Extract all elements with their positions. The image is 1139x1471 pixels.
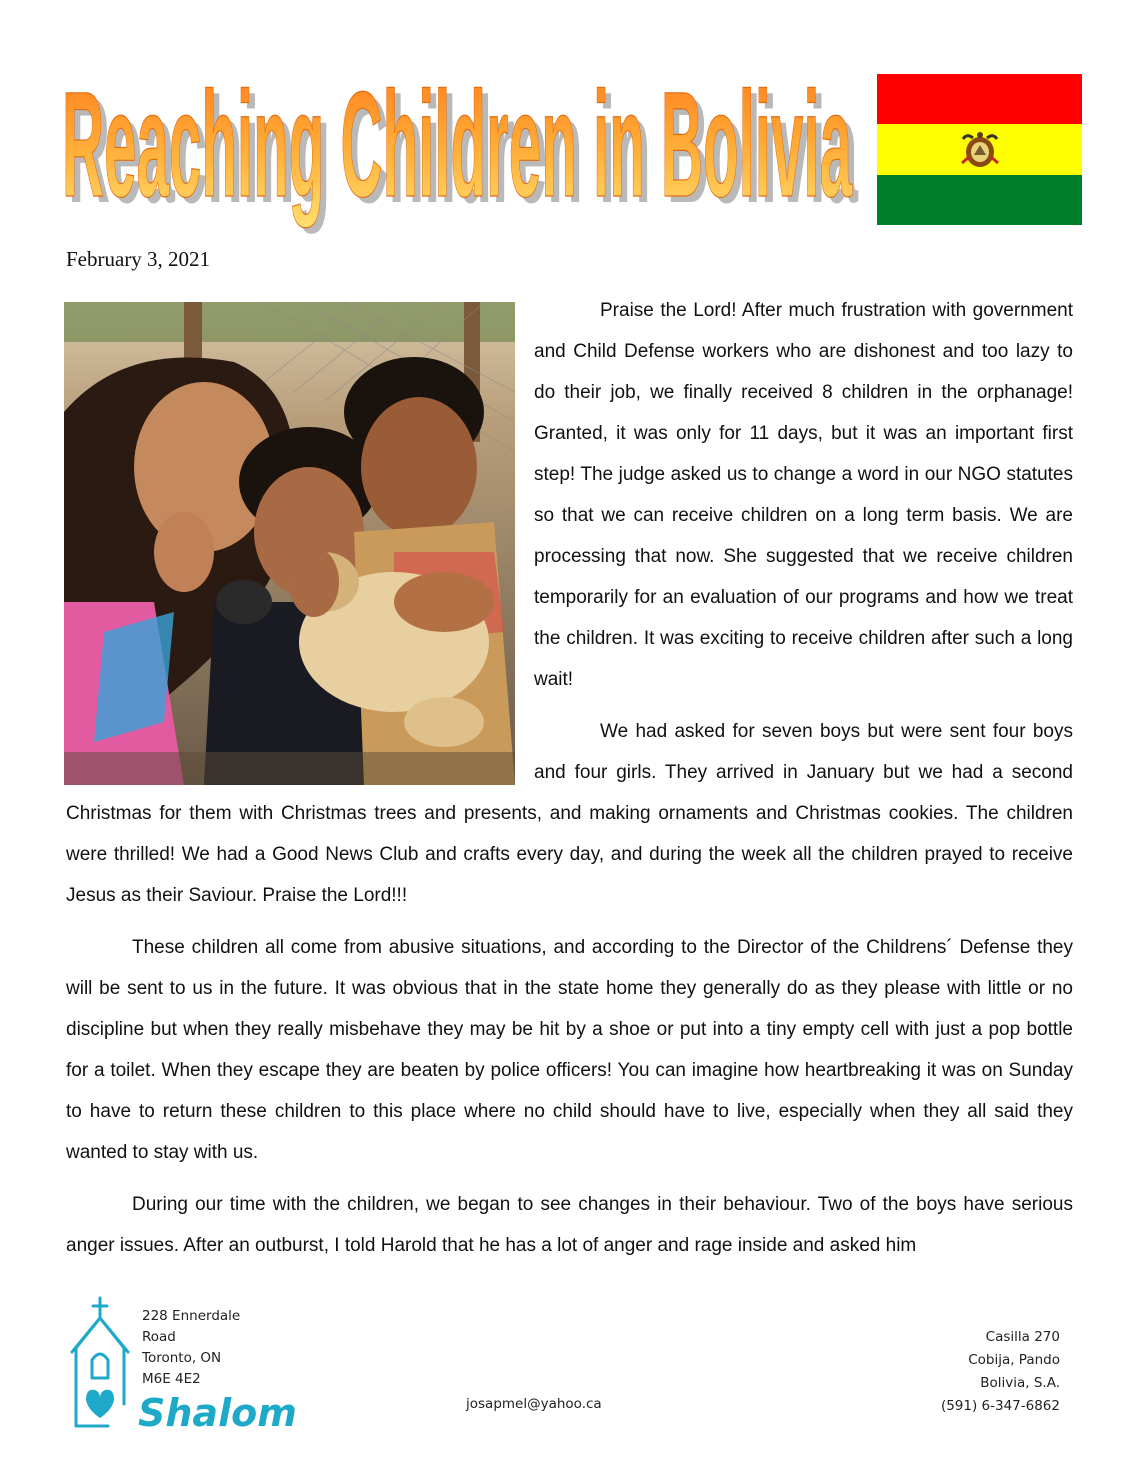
title-text: Reaching Children in Bolivia [62,60,853,228]
toronto-address [142,1306,240,1390]
paragraph: These children all come from abusive situations, and according to the Director of the Childrens´ Defense they will be sent to us in the future. It was obvious that in the state home they generally do as they please with little or no discipline but when they really misbehave they may be hit by a shoe or put into a tiny empty cell with just a pop bottle for a toilet. When they escape they are beaten by police officers! You can imagine how heartbreaking it was on Sunday to have to return these children to this place where no child should have to live, especially when they all said they wanted to stay with us. [66,937,1073,1163]
title-wordart [62,58,862,234]
flag-stripe-green [877,175,1082,225]
title-shadow: Reaching Children in Bolivia [68,66,859,234]
address-line: Road [142,1329,176,1345]
letter-date: February 3, 2021 [66,247,211,271]
contact-email[interactable]: josapmel@yahoo.ca [466,1396,602,1412]
address-line: 228 Ennerdale [142,1308,241,1324]
address-line: M6E 4E2 [142,1371,201,1387]
phone-number: (591) 6-347-6862 [940,1398,1060,1414]
address-line: Bolivia, S.A. [980,1375,1060,1391]
paragraph: We had asked for seven boys but were sent four boys and four girls. They arrived in January but we had a second Christmas for them with Christmas trees and presents, and making ornaments and Christmas cookies. The children were thrilled! We had a Good News Club and crafts every day, and during the week all the children prayed to receive Jesus as their Saviour. Praise the Lord!!! [66,721,1073,906]
page-title [62,58,862,234]
address-line: Cobija, Pando [968,1352,1060,1368]
address-line: Toronto, ON [142,1350,222,1366]
bolivia-address [941,1326,1060,1418]
paragraph: During our time with the children, we began to see changes in their behaviour. Two of the boys have serious anger issues. After an outburst, I told Harold that he has a lot of anger and rage inside and asked him [66,1194,1073,1256]
bolivia-flag-icon [877,74,1082,225]
logo-wordmark: Shalom [138,1391,297,1435]
photo-spacer [66,290,534,780]
coat-of-arms-icon [957,129,1003,171]
article-body [66,290,1073,1277]
flag-stripe-red [877,74,1082,124]
paragraph: Praise the Lord! After much frustration with government and Child Defense workers who are dishonest and too lazy to do their job, we finally received 8 children in the orphanage! Granted, it was only for 11 days, but it was an important first step! The judge asked us to change a word in our NGO statutes so that we can receive children on a long term basis. We are processing that now. She suggested that we receive children temporarily for an evaluation of our programs and how we treat the children. It was exciting to receive children after such a long wait! [534,300,1073,690]
address-line: Casilla 270 [985,1329,1060,1345]
